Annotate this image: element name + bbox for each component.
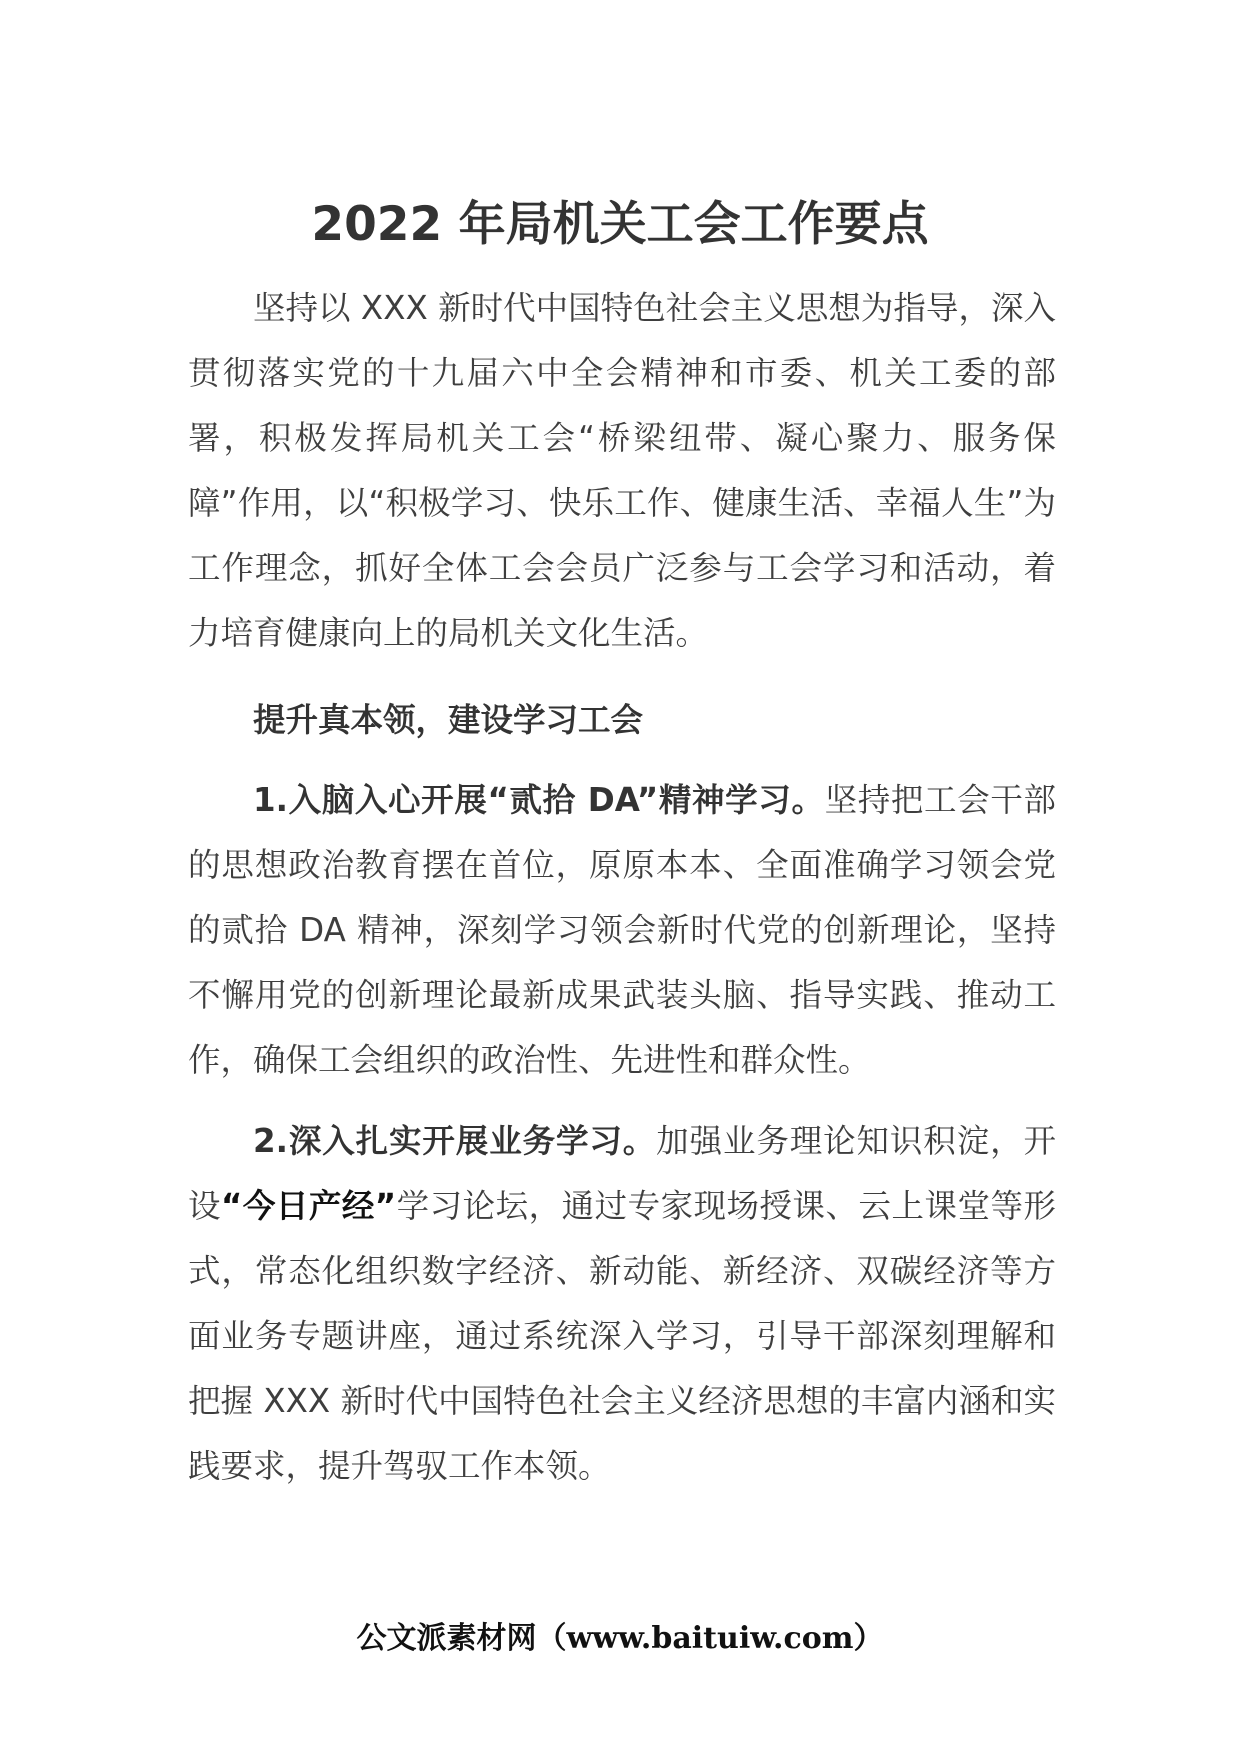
item-2-paragraph: [188, 1109, 1056, 1499]
intro-paragraph: 坚持以 XXX 新时代中国特色社会主义思想为指导，深入贯彻落实党的十九届六中全会精神和市委、机关工委的部署，积极发挥局机关工会“桥梁纽带、凝心聚力、服务保障”作用，以“积极学习、快乐工作、健康生活、幸福人生”为工作理念，抓好全体工会会员广泛参与工会学习和活动，着力培育健康向上的局机关文化生活。: [188, 289, 1056, 652]
item-1-text: 坚持把工会干部的思想政治教育摆在首位，原原本本、全面准确学习领会党的贰拾 DA 精神，深刻学习领会新时代党的创新理论，坚持不懈用党的创新理论最新成果武装头脑、指导实践、推动工作，确保工会组织的政治性、先进性和群众性。: [188, 781, 1056, 1079]
page-title: 2022 年局机关工会工作要点: [311, 197, 929, 252]
item-2-quote: “今日产经”: [221, 1187, 397, 1225]
item-1-lead: 1.入脑入心开展“贰拾 DA”精神学习。: [253, 781, 825, 819]
section-heading: 提升真本领，建设学习工会: [253, 701, 644, 739]
item-1-paragraph: [188, 768, 1056, 1093]
item-2-text-a: 加强业务理论知识积淀，开设: [188, 1122, 1056, 1225]
item-2-text-b: 学习论坛，通过专家现场授课、云上课堂等形式，常态化组织数字经济、新动能、新经济、双碳经济等方面业务专题讲座，通过系统深入学习，引导干部深刻理解和把握 XXX 新时代中国特色社会主义经济思想的丰富内涵和实践要求，提升驾驭工作本领。: [188, 1187, 1056, 1485]
item-2-lead: 2.深入扎实开展业务学习。: [253, 1122, 657, 1160]
footer-watermark: 公文派素材网（www.baituiw.com）: [356, 1621, 884, 1656]
